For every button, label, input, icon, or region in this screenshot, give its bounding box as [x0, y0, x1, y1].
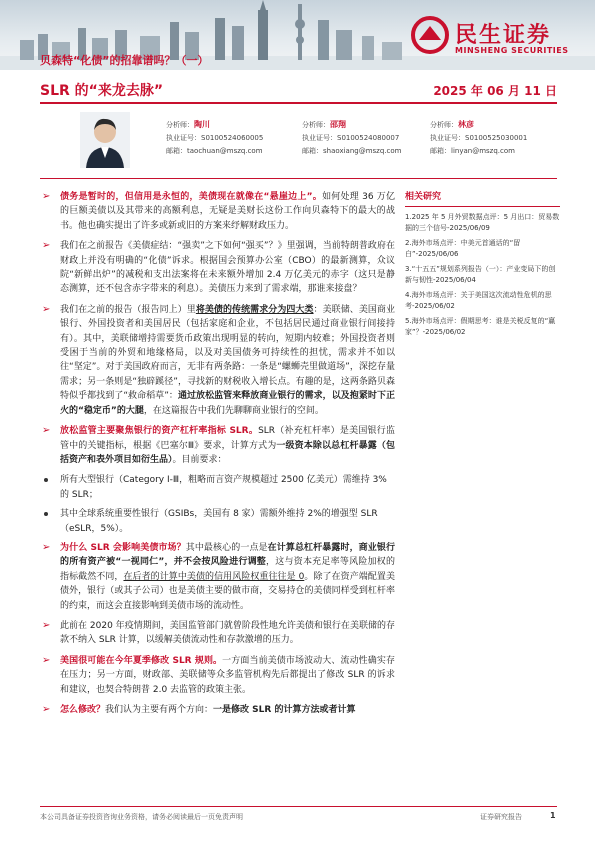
analyst-role: 分析师：: [302, 121, 330, 129]
arrow-bullet-icon: ➢: [42, 704, 51, 715]
bullet-text: 其中全球系统重要性银行（GSIBs，美国有 8 家）需额外维持 2%的增强型 SLR（eSLR，5%）。: [60, 509, 378, 534]
paragraph-2: [40, 239, 395, 297]
sidebar-item-4[interactable]: 4.海外市场点评：关于美国这次流动性危机的思考-2025/06/02: [405, 291, 552, 310]
page-number: 1: [550, 811, 556, 820]
analyst-cert: 执业证号：S0100525030001: [430, 134, 528, 142]
paragraph-underline: 在后者的计算中美债的信用风险权重往往是 0: [123, 571, 305, 582]
arrow-bullet-icon: ➢: [42, 541, 51, 553]
analyst-1: [166, 118, 263, 158]
paragraph-text: 其中最核心的一点是: [185, 542, 268, 553]
analyst-email[interactable]: 邮箱：linyan@mszq.com: [430, 147, 515, 155]
person-portrait-icon: [80, 112, 130, 168]
sidebar-title: 相关研究: [405, 192, 560, 207]
analyst-2: [302, 118, 401, 158]
arrow-bullet-icon: ➢: [42, 303, 51, 315]
arrow-bullet-icon: ➢: [42, 425, 51, 437]
paragraph-text: 我们认为主要有两个方向：: [105, 705, 214, 715]
paragraph-1: [40, 190, 395, 233]
paragraph-bold: 一是修改 SLR 的计算方法或者计算: [213, 705, 356, 715]
paragraph-text: SLR（补充杠杆率）是美国银行监管中的关键指标，根据《巴塞尔Ⅲ》要求，计算方式为: [60, 426, 395, 451]
paragraph-bold: 一级资本除以总杠杆暴露（包括资产和表外项目如衍生品）: [60, 440, 395, 465]
footer-disclaimer: 本公司具备证券投资咨询业务资格，请务必阅读最后一页免责声明: [40, 813, 243, 821]
paragraph-text: 如何处理 36 万亿的巨额美债以及其带来的高额利息，无疑是美财长这份工作向贝森特下的最大的战书。他也确实提出了许多或新或旧的方案来纾解财政压力。: [60, 192, 395, 231]
related-research-sidebar: [405, 192, 560, 342]
arrow-bullet-icon: ➢: [42, 619, 51, 631]
paragraph-8: [40, 703, 395, 717]
logo-english-name: MINSHENG SECURITIES: [455, 46, 569, 55]
paragraph-tail: ，在这篇报告中我们先聊聊商业银行的空间。: [143, 405, 324, 416]
sidebar-item-1[interactable]: 1.2025 年 5 月外贸数据点评：5 月出口：贸易数据的三个信号-2025/06/09: [405, 213, 560, 232]
paragraph-bold-2: 通过放松监管来释放商业银行的需求，以及抱紧时下正火的“稳定币”的大腿: [60, 391, 395, 416]
sidebar-item-3[interactable]: 3.“十五五”规划系列报告（一）：产业变局下的创新与韧性-2025/06/04: [405, 265, 556, 284]
analyst-name: 陶川: [194, 120, 210, 129]
arrow-bullet-icon: ➢: [42, 654, 51, 666]
bullet-text: 所有大型银行（Category Ⅰ-Ⅲ，粗略而言资产规模超过 2500 亿美元）需维持 3%的 SLR；: [60, 475, 387, 500]
bullet-dot-icon: [44, 512, 48, 516]
report-series: 贝森特“化债”的招靠谱吗？（一）: [40, 54, 209, 67]
sidebar-item-2[interactable]: 2.海外市场点评：中美元首通话的“留白”-2025/06/06: [405, 239, 521, 258]
paragraph-5: [40, 541, 395, 613]
analyst-cert: 执业证号：S0100524080007: [302, 134, 400, 142]
paragraph-text: ：美联储、美国商业银行、外国投资者和美国居民（包括家庭和企业，不包括居民通过商业银行间接持有）。其中，美联储增持需要货币政策出现明显的转向，短期内较难；外国投资者则受困于当前的外贸和地缘格局，以及对美国债务可持续性的担忧，需求并不如以往“坚定”。对于美国政府而言，无非有两条路：一条是“螺蛳壳里做道场”，深挖存量需求；另一条则是“独辟蹊径”，寻找新的财税收入增长点。有趣的是，这两条路贝森特似乎都找到了“救命稻草”：: [60, 304, 395, 402]
paragraph-lead: 我们在之前的报告（报告同上）里: [60, 304, 196, 315]
paragraph-highlight: 美国很可能在今年夏季修改 SLR 规则。: [60, 655, 223, 666]
minsheng-logo-icon: [411, 16, 449, 54]
report-date: 2025 年 06 月 11 日: [433, 84, 557, 98]
analyst-name: 邵翔: [330, 120, 346, 129]
header-banner: [0, 0, 595, 70]
paragraph-6: [40, 619, 395, 648]
analyst-email[interactable]: 邮箱：taochuan@mszq.com: [166, 147, 263, 155]
paragraph-bold: 将美债的传统需求分为四大类: [195, 304, 314, 315]
analyst-cert: 执业证号：S0100524060005: [166, 134, 264, 142]
paragraph-highlight: 放松监管主要聚焦银行的资产杠杆率指标 SLR。: [60, 426, 259, 437]
analyst-email[interactable]: 邮箱：shaoxiang@mszq.com: [302, 147, 402, 155]
paragraph-highlight: 为什么 SLR 会影响美债市场？: [60, 542, 186, 553]
bullet-dot-icon: [44, 478, 48, 482]
paragraph-text: 一方面当前美债市场波动大、流动性确实存在压力；另一方面，财政部、美联储等众多监管机构先后都提出了修改 SLR 的诉求和建议，也契合特朗普 2.0 去监管的政策主张。: [60, 655, 395, 695]
footer-divider: [40, 806, 557, 807]
paragraph-3: [40, 303, 395, 418]
report-title: SLR 的“来龙去脉”: [40, 83, 164, 99]
title-divider: [40, 102, 557, 104]
footer-report-type: 证券研究报告: [480, 813, 522, 821]
analyst-role: 分析师：: [430, 121, 458, 129]
paragraph-7: [40, 654, 395, 697]
paragraph-highlight: 怎么修改？: [60, 705, 106, 715]
analyst-photo: [80, 112, 130, 168]
bullet-item-1: [40, 473, 395, 502]
paragraph-text-3: 。除了在资产端配置美债外，银行（或其子公司）也是美债主要的做市商，交易持仓的美债同样受到杠杆率的约束，而这会直接影响到美债市场的流动性。: [60, 571, 395, 611]
arrow-bullet-icon: ➢: [42, 191, 51, 202]
analyst-name: 林彦: [458, 120, 474, 129]
paragraph-text: 我们在之前报告《美债症结：“强卖”之下如何“强买”？》里强调，当前特朗普政府在财政上并没有明确的“化债”诉求。根据国会预算办公室（CBO）的最新测算，众议院“新鲜出炉”的减税和支出法案将在未来额外增加 2.4 万亿美元的赤字（这只是静态测算，还不包含赤字带来的利息）。美债压力来到了需求端，那谁来接盘？: [60, 241, 395, 295]
main-content: [40, 190, 395, 723]
analyst-divider: [40, 178, 557, 179]
company-logo: [411, 16, 581, 62]
paragraph-4: [40, 424, 395, 467]
analyst-3: [430, 118, 527, 158]
logo-chinese-name: 民生证券: [455, 23, 552, 48]
paragraph-highlight: 债务是暂时的，但信用是永恒的，美债现在就像在“悬崖边上”。: [60, 192, 323, 202]
sidebar-item-5[interactable]: 5.海外市场点评：假期思考：谁是关税反复的“赢家”？-2025/06/02: [405, 317, 556, 336]
paragraph-text-2: ，这与资本充足率等风险加权的指标截然不同，: [60, 557, 395, 582]
analyst-role: 分析师：: [166, 121, 194, 129]
paragraph-text: 此前在 2020 年疫情期间，美国监管部门就曾阶段性地允许美债和银行在美联储的存款不纳入 SLR 计算，以缓解美债流动性和存款激增的压力。: [60, 620, 395, 646]
arrow-bullet-icon: ➢: [42, 240, 51, 252]
paragraph-bold: 在计算总杠杆暴露时，商业银行的所有资产被“一视同仁”，并不会按风险进行调整: [60, 542, 395, 568]
bullet-item-2: [40, 507, 395, 536]
paragraph-tail: 。目前要求：: [172, 454, 227, 465]
